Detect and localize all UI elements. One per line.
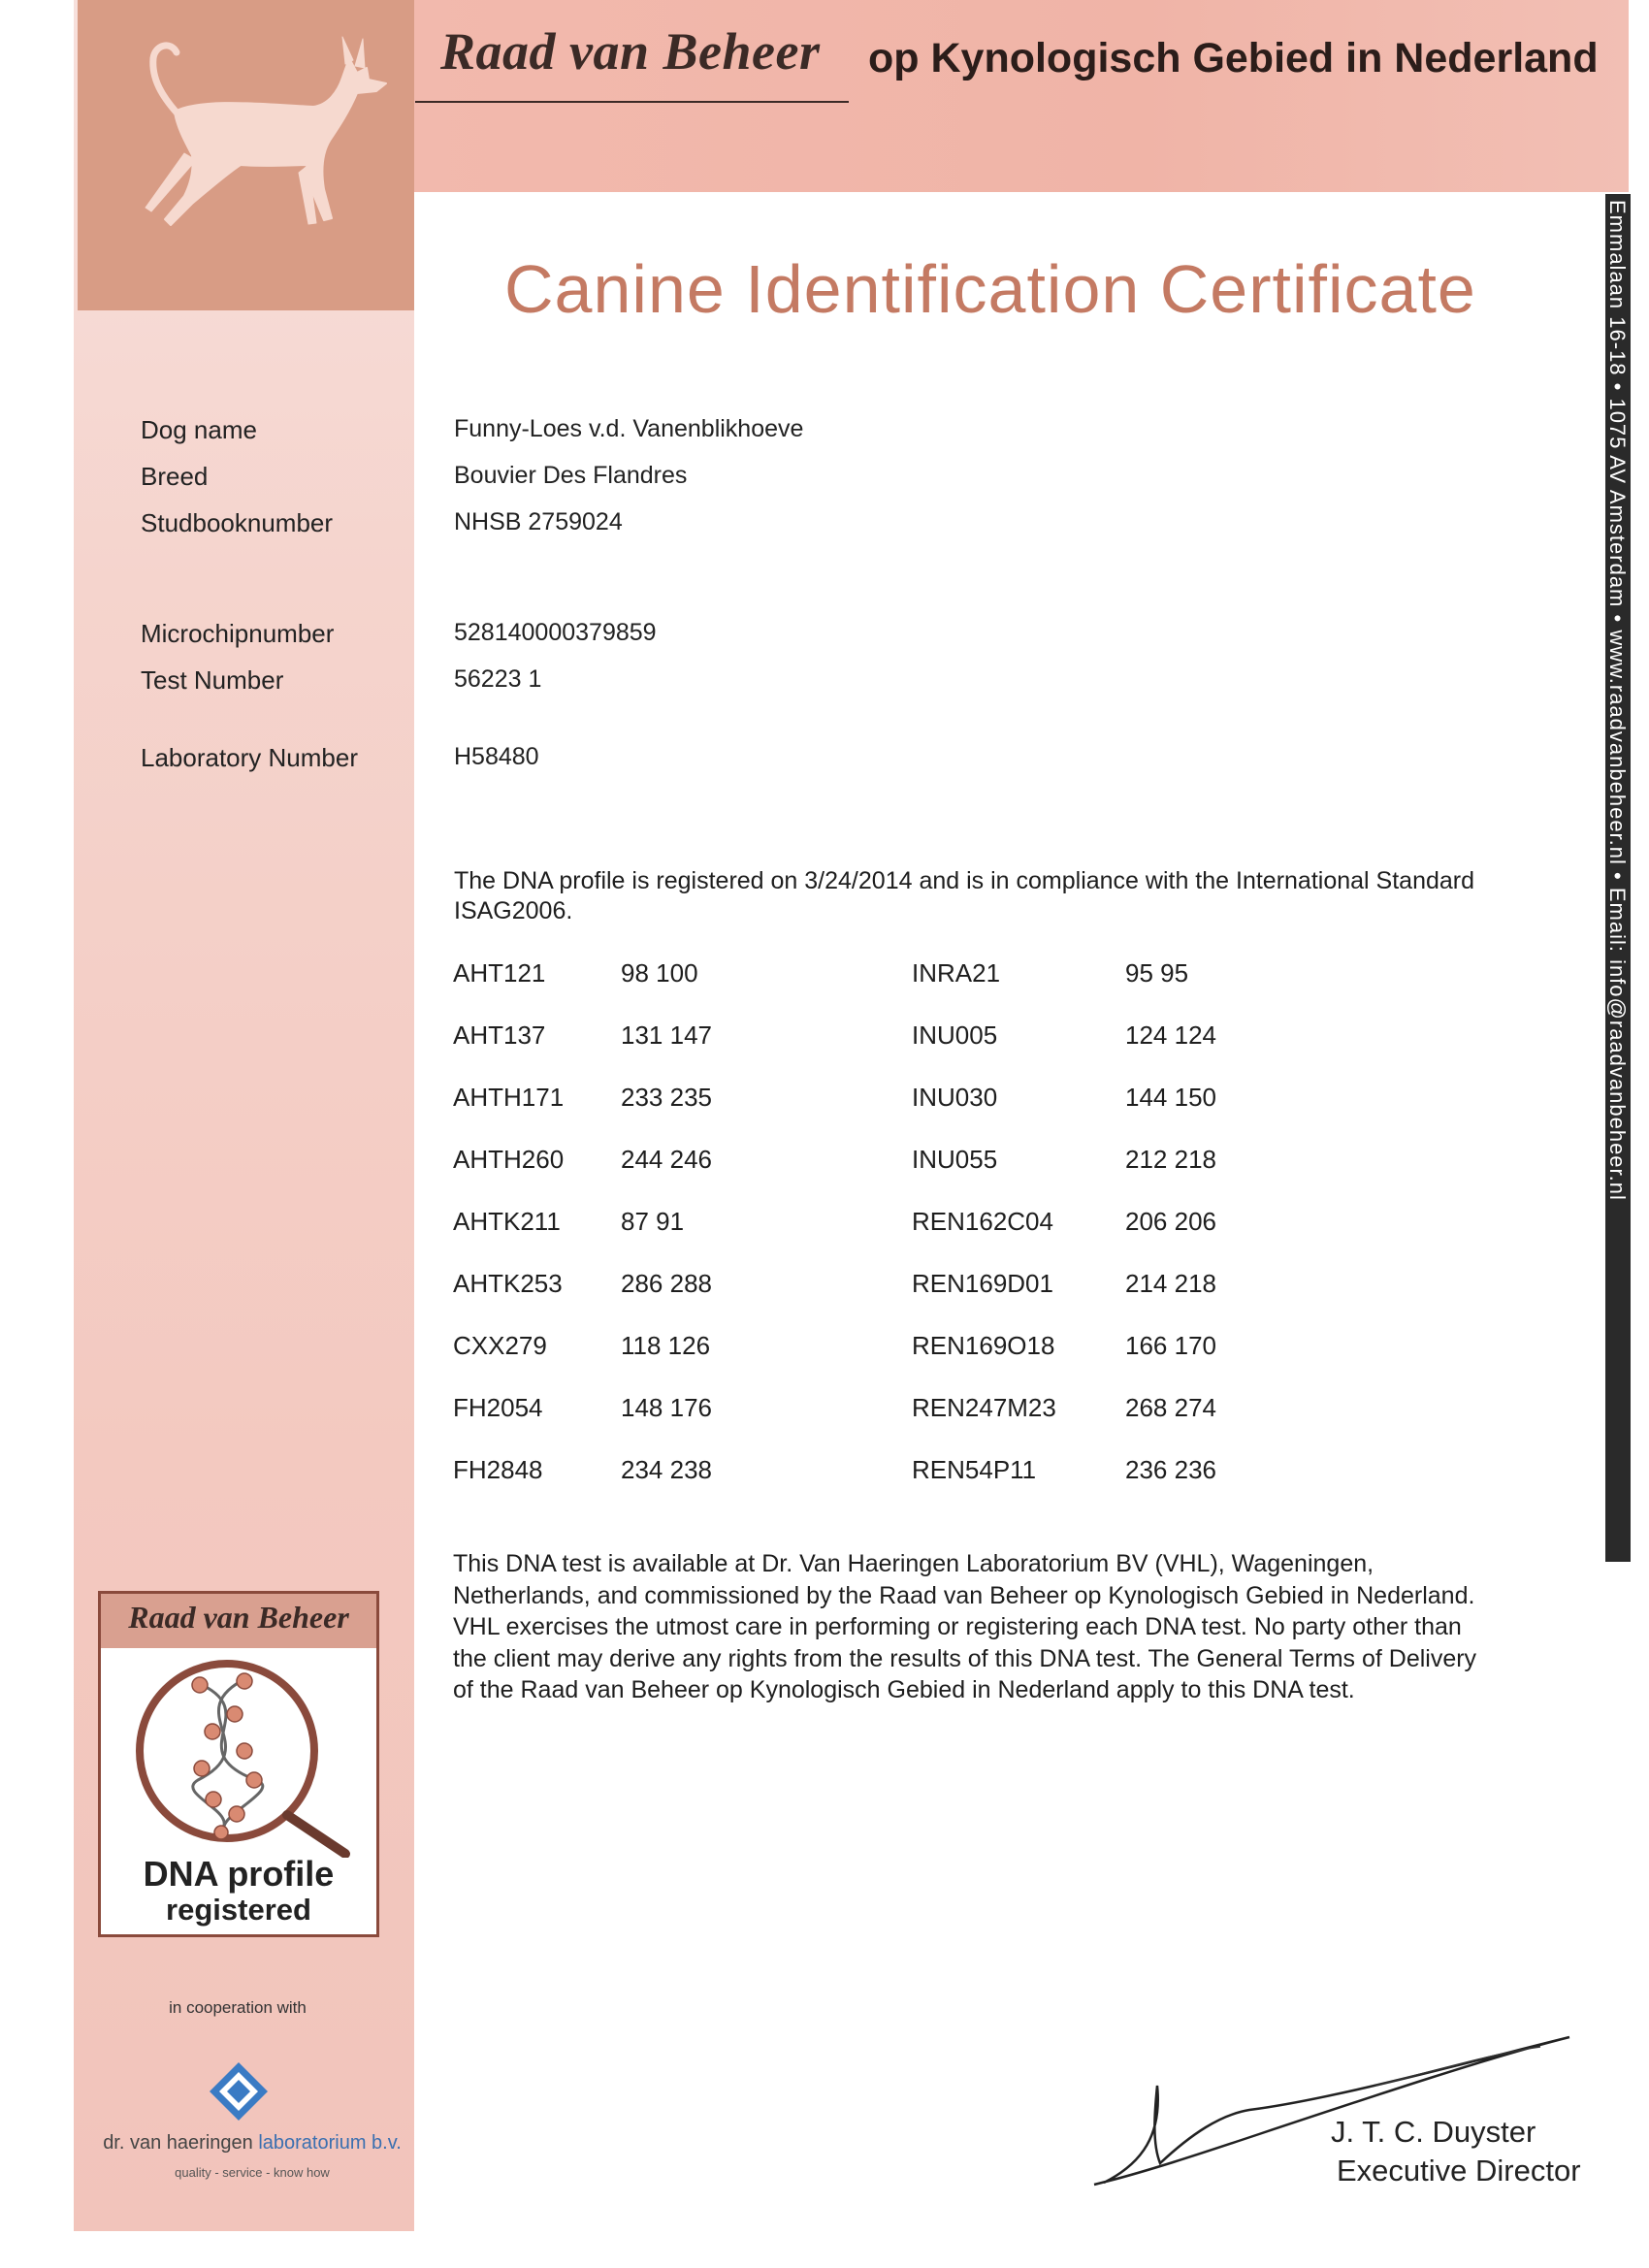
lab-number-label: Laboratory Number [141,743,358,772]
header-rule [415,101,849,103]
contact-strip-text: Emmalaan 16-18 • 1075 AV Amsterdam • www.raadvanbeheer.nl • Email: info@raadvanbeheer.nl [1605,200,1630,1201]
dog-emblem [78,0,414,310]
marker-name: AHT121 [453,958,546,988]
marker-name: AHTK211 [453,1207,561,1236]
lab-tagline: quality - service - know how [175,2165,330,2180]
marker-alleles: 166 170 [1125,1331,1216,1360]
marker-name: AHTH171 [453,1083,565,1112]
microchip-value: 528140000379859 [454,619,657,646]
marker-alleles: 131 147 [621,1021,712,1050]
marker-alleles: 214 218 [1125,1269,1216,1298]
marker-alleles: 98 100 [621,958,698,988]
lab-name-part1: dr. van haeringen [103,2132,259,2154]
badge-line-1: DNA profile [143,1854,335,1894]
org-name-script: Raad van Beheer [440,22,821,81]
marker-name: REN169D01 [912,1269,1053,1298]
marker-name: FH2848 [453,1455,543,1484]
dna-registration-statement: The DNA profile is registered on 3/24/2014 and is in compliance with the International Standard ISAG2006. [454,867,1475,924]
marker-name: REN169O18 [912,1331,1055,1360]
marker-name: INU055 [912,1145,998,1174]
lab-number-value: H58480 [454,743,539,770]
marker-name: REN247M23 [912,1393,1056,1422]
marker-alleles: 286 288 [621,1269,712,1298]
lab-name [58,2132,446,2155]
certificate-title: Canine Identification Certificate [504,251,1476,327]
marker-name: REN162C04 [912,1207,1053,1236]
badge-line-2: registered [166,1893,311,1927]
org-name-rest: op Kynologisch Gebied in Nederland [868,35,1599,81]
test-number-value: 56223 1 [454,665,542,693]
marker-name: AHTK253 [453,1269,563,1298]
dog-name-value: Funny-Loes v.d. Vanenblikhoeve [454,415,804,442]
marker-name: INU030 [912,1083,998,1112]
marker-alleles: 212 218 [1125,1145,1216,1174]
breed-label: Breed [141,462,209,491]
contact-strip [1605,194,1631,1562]
dna-profile-badge [98,1591,379,1937]
signer-name: J. T. C. Duyster [1331,2115,1536,2149]
marker-alleles: 148 176 [621,1393,712,1422]
dog-name-label: Dog name [141,415,257,444]
test-number-label: Test Number [141,665,284,695]
marker-alleles: 206 206 [1125,1207,1216,1236]
marker-alleles: 234 238 [621,1455,712,1484]
marker-alleles: 118 126 [621,1331,711,1360]
marker-alleles: 95 95 [1125,958,1189,988]
marker-name: INRA21 [912,958,1001,988]
marker-name: REN54P11 [912,1455,1037,1484]
marker-alleles: 244 246 [621,1145,712,1174]
marker-alleles: 236 236 [1125,1455,1216,1484]
marker-alleles: 144 150 [1125,1083,1216,1112]
marker-alleles: 233 235 [621,1083,712,1112]
marker-alleles: 268 274 [1125,1393,1216,1422]
marker-name: FH2054 [453,1393,543,1422]
microchip-label: Microchipnumber [141,619,335,648]
marker-name: AHTH260 [453,1145,565,1174]
marker-alleles: 87 91 [621,1207,685,1236]
lab-logo-icon [208,2060,270,2127]
studbook-value: NHSB 2759024 [454,508,623,535]
marker-alleles: 124 124 [1125,1021,1216,1050]
studbook-label: Studbooknumber [141,508,334,537]
marker-name: INU005 [912,1021,998,1050]
disclaimer-text: This DNA test is available at Dr. Van Haeringen Laboratorium BV (VHL), Wageningen, Netherlands, and commissioned by the Raad van Beheer op Kynologisch Gebied in Nederland. VHL exercises the utmost care in performing or registering each DNA test. No party other than the client may derive any rights from the results of this DNA test. The General Terms of Delivery of the Raad van Beheer op Kynologisch Gebied in Nederland apply to this DNA test. [453,1550,1477,1703]
lab-name-part2: laboratorium b.v. [258,2132,402,2154]
signer-title: Executive Director [1337,2154,1581,2187]
breed-value: Bouvier Des Flandres [454,462,688,489]
dna-magnifier-icon [120,1654,363,1858]
dog-icon [95,19,405,252]
marker-name: CXX279 [453,1331,547,1360]
marker-name: AHT137 [453,1021,546,1050]
cooperation-text: in cooperation with [169,1998,307,2017]
badge-title: Raad van Beheer [128,1600,349,1635]
